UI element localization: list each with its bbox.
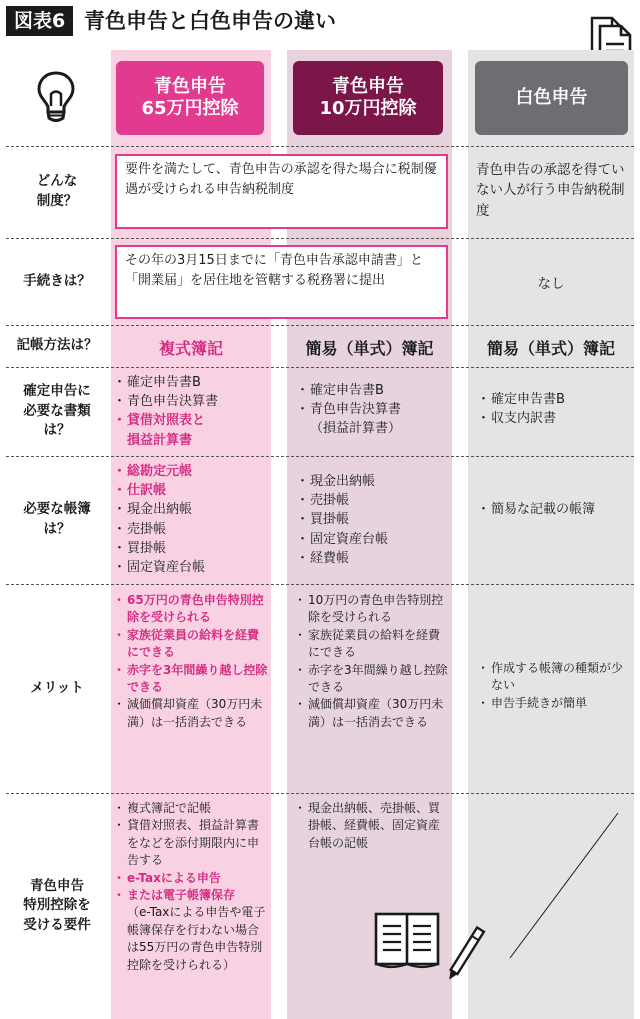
list-item: ・ 青色申告決算書 <box>116 392 268 411</box>
list-item: ・ 現金出納帳 <box>116 500 268 519</box>
list-item: ・ 収支内訳書 <box>480 409 630 428</box>
list-item: ・ 買掛帳 <box>116 539 268 558</box>
header-white-label: 白色申告 <box>515 86 588 108</box>
header-blue-65-line1: 青色申告 <box>154 75 226 97</box>
list-item: （損益計算書） <box>310 421 402 437</box>
list-item: ・ 現金出納帳 <box>299 472 449 491</box>
list-item: ・ 申告手続きが簡単 <box>480 695 630 712</box>
list-item: ・ 売掛帳 <box>299 491 449 510</box>
not-applicable-slash <box>468 793 634 1019</box>
row-label-merit: メリット <box>30 679 84 696</box>
list-item: ・ 10万円の青色申告特別控除を受けられる <box>297 592 449 627</box>
list-item: ・ 確定申告書B <box>299 381 449 400</box>
header-blue-10-line2: 10万円控除 <box>319 98 417 119</box>
system-white-text: 青色申告の承認を得ていない人が行う申告納税制度 <box>476 162 625 219</box>
list-item: ・ 家族従業員の給料を経費にできる <box>297 627 449 662</box>
list-item: ・ 貸借対照表、損益計算書をなどを添付期限内に申告する <box>116 817 268 869</box>
row-label-books: 必要な帳簿 は？ <box>23 501 91 537</box>
list-item: ・ 総勘定元帳 <box>116 462 268 481</box>
figure-tag: 図表6 <box>6 6 73 36</box>
system-blue-box: 要件を満たして、青色申告の承認を得た場合に税制優遇が受けられる申告納税制度 <box>115 154 448 229</box>
row-label-documents: 確定申告に 必要な書類 は？ <box>23 383 91 439</box>
list-item: ・ 貸借対照表と <box>116 411 268 430</box>
list-item: ・ 減価償却資産（30万円未満）は一括消去できる <box>297 696 449 731</box>
merit-col2 <box>297 592 449 731</box>
method-col3: 簡易（単式）簿記 <box>486 339 615 358</box>
list-item-note-text: （e-Taxによる申告や電子帳簿保存を行わない場合は55万円の青色申告特別控除を受けられる） <box>127 905 266 972</box>
documents-col2 <box>299 381 449 439</box>
page-title: 青色申告と白色申告の違い <box>84 9 336 33</box>
row-label-requirements: 青色申告 特別控除を 受ける要件 <box>23 877 91 933</box>
list-item: ・ 簡易な記載の帳簿 <box>480 500 600 519</box>
row-label-method: 記帳方法は？ <box>16 337 98 354</box>
list-item: ・ 複式簿記で記帳 <box>116 800 268 817</box>
header-blue-10 <box>293 61 443 135</box>
list-item: ・ 買掛帳 <box>299 510 449 529</box>
requirements-col1 <box>116 800 268 974</box>
list-item: ・ 家族従業員の給料を経費にできる <box>116 627 268 662</box>
list-item: ・ 青色申告決算書 <box>299 400 449 419</box>
list-item: ・ 仕訳帳 <box>116 481 268 500</box>
row-label-procedure: 手続きは？ <box>23 272 91 289</box>
documents-col3 <box>480 390 630 428</box>
list-item: ・ 減価償却資産（30万円未満）は一括消去できる <box>116 696 268 731</box>
row-label-system: どんな 制度？ <box>36 173 78 209</box>
method-col2: 簡易（単式）簿記 <box>305 339 434 358</box>
list-item-note <box>116 904 268 974</box>
list-item: ・ または電子帳簿保存 <box>116 887 268 904</box>
list-item: ・ 固定資産台帳 <box>116 558 268 577</box>
procedure-white-text: なし <box>537 276 565 292</box>
header-blue-65 <box>116 61 264 135</box>
list-item: ・ 確定申告書B <box>480 390 630 409</box>
books-col3 <box>480 500 600 519</box>
list-item: ・ 赤字を3年間繰り越し控除できる <box>297 662 449 697</box>
procedure-blue-box: その年の3月15日までに「青色申告承認申請書」と「開業届」を居住地を管轄する税務署に提出 <box>115 245 448 319</box>
list-item: ・ 作成する帳簿の種類が少ない <box>480 660 630 695</box>
documents-col1 <box>116 373 268 450</box>
requirements-col2 <box>297 800 449 852</box>
list-item: ・ 固定資産台帳 <box>299 530 449 549</box>
list-item-text: 損益計算書 <box>127 432 193 448</box>
header-white <box>475 61 628 135</box>
list-item: ・ 65万円の青色申告特別控除を受けられる <box>116 592 268 627</box>
list-item: ・ e-Taxによる申告 <box>116 870 268 887</box>
list-item-continued <box>116 431 268 450</box>
method-col1: 複式簿記 <box>158 339 223 358</box>
list-item: ・ 売掛帳 <box>116 520 268 539</box>
list-item: ・ 確定申告書B <box>116 373 268 392</box>
merit-col3 <box>480 660 630 712</box>
merit-col1 <box>116 592 268 731</box>
list-item: ・ 赤字を3年間繰り越し控除できる <box>116 662 268 697</box>
header-blue-10-line1: 青色申告 <box>332 75 404 97</box>
lightbulb-icon <box>36 70 76 126</box>
notebook-pen-icon <box>372 910 492 980</box>
list-item: ・ 現金出納帳、売掛帳、買掛帳、経費帳、固定資産台帳の記帳 <box>297 800 449 852</box>
list-item: ・ 経費帳 <box>299 549 449 568</box>
books-col2 <box>299 472 449 568</box>
books-col1 <box>116 462 268 577</box>
header-blue-65-line2: 65万円控除 <box>141 98 239 119</box>
